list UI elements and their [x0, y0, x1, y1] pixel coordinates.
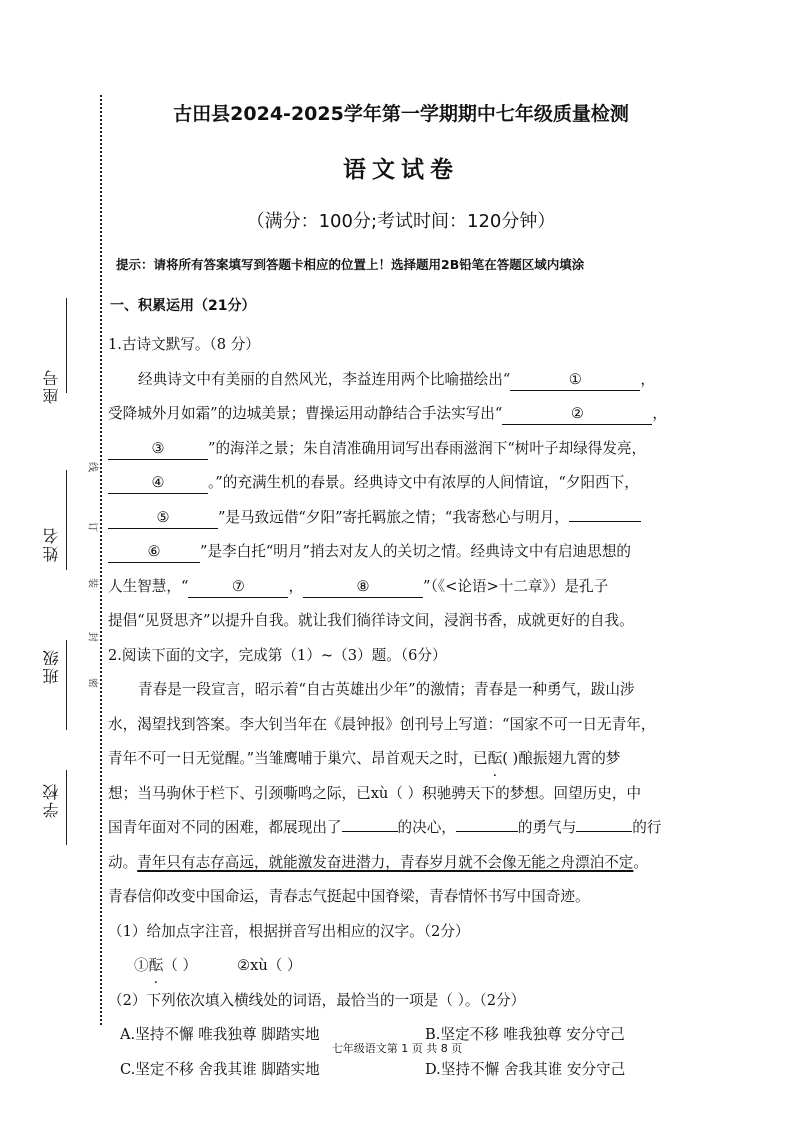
q2-text: 动。 — [108, 853, 138, 871]
blank-5[interactable]: ⑤ — [108, 508, 218, 529]
name-write-line — [66, 470, 67, 570]
seal-char-feng: 封 — [88, 629, 99, 641]
q2-sub2: （2）下列依次填入横线处的词语，最恰当的一项是（ ）。（2分） — [108, 991, 526, 1009]
q1-line-8: 提倡“见贤思齐”以提升自我。就让我们徜徉诗文间，浸润书香，成就更好的自我。 — [108, 612, 634, 629]
seat-label: 座号 — [42, 368, 61, 404]
blank-7[interactable]: ⑦ — [188, 577, 288, 598]
q1-text: 。”的充满生机的春景。经典诗文中有浓厚的人间情谊，“夕阳西下， — [208, 474, 639, 491]
blank-8[interactable]: ⑧ — [303, 577, 423, 598]
option-a[interactable]: A.坚持不懈 唯我独尊 脚踏实地 — [120, 1026, 320, 1043]
q2-para-line-5 — [108, 811, 694, 846]
blank-4[interactable]: ④ — [108, 473, 208, 494]
seal-char-xian: 线 — [88, 459, 99, 471]
option-c[interactable]: C.坚定不移 舍我其谁 脚踏实地 — [120, 1060, 320, 1078]
q2-para-line-1: 青春是一段宣言，昭示着“自古英雄出少年”的激情；青春是一种勇气，跋山涉 — [138, 681, 635, 698]
q2-sub1-answers — [108, 949, 694, 984]
word-blank-3[interactable] — [576, 831, 632, 832]
class-label: 班级 — [42, 648, 61, 684]
q2-para-line-2: 水，渴望找到答案。李大钊当年在《晨钟报》创刊号上写道：“国家不可一日无青年， — [108, 715, 656, 733]
exam-title: 古田县2024-2025学年第一学期期中七年级质量检测 — [173, 103, 629, 125]
q1-line-1 — [108, 363, 694, 398]
binding-dotted-line — [100, 95, 102, 1025]
q1-line-6 — [108, 535, 694, 570]
q2-para-line-4: 想；当马驹休于栏下、引颈嘶鸣之际，已xù（ ）积驰骋天下的梦想。回望历史，中 — [108, 784, 642, 802]
word-blank-2[interactable] — [456, 831, 518, 832]
school-label: 学校 — [42, 782, 61, 818]
q2-text: 的勇气与 — [517, 819, 577, 836]
seal-char-zhuang: 装 — [88, 575, 99, 587]
q2-para-line-6 — [108, 846, 694, 881]
q1-text: 人生智慧，“ — [108, 577, 189, 595]
word-blank-1[interactable] — [342, 831, 398, 832]
class-write-line — [66, 640, 67, 730]
q2-text: ① — [134, 957, 149, 974]
section-heading: 一、积累运用（21分） — [110, 298, 256, 314]
q2-sub1: （1）给加点字注音，根据拼音写出相应的汉字。（2分） — [108, 922, 470, 940]
q1-text: ”（《<论语>十二章》）是孔子 — [423, 577, 609, 595]
exam-subtitle: 语文试卷 — [343, 157, 459, 183]
option-b[interactable]: B.坚定不移 唯我独尊 安分守己 — [425, 1026, 625, 1043]
q1-text: ， — [288, 577, 304, 595]
seal-char-mi: 密 — [88, 675, 99, 687]
q2-stem: 2.阅读下面的文字，完成第（1）~（3）题。（6分） — [108, 646, 447, 664]
q2-text: 国青年面对不同的困难，都展现出了 — [108, 819, 342, 836]
q2-para-line-3 — [108, 742, 694, 777]
name-label: 姓名 — [42, 526, 61, 562]
q1-text: 受降城外月如霜”的边城美景；曹操运用动静结合手法实写出“ — [108, 405, 503, 422]
q2-text: 的行 — [632, 819, 662, 836]
q2-text: 的决心， — [397, 819, 456, 836]
q2-text: ( )酿振翅九霄的梦 — [502, 750, 621, 767]
q1-text: ”是马致远借“夕阳”寄托羁旅之情；“我寄愁心与明月， — [218, 508, 569, 526]
blank-6[interactable]: ⑥ — [108, 542, 200, 563]
dotted-char: 酝 — [487, 750, 503, 767]
answer-tip: 提示：请将所有答案填写到答题卡相应的位置上！选择题用2B铅笔在答题区域内填涂 — [116, 257, 585, 272]
q2-text: 。 — [633, 853, 649, 871]
blank-6-start[interactable] — [569, 521, 641, 522]
q1-line-5 — [108, 501, 694, 536]
q1-line-2 — [108, 397, 694, 432]
q1-line-3 — [108, 432, 694, 467]
q1-line-7 — [108, 570, 694, 605]
score-time-info: （满分：100分;考试时间：120分钟） — [246, 211, 556, 232]
q1-line-4 — [108, 466, 694, 501]
option-d[interactable]: D.坚持不懈 舍我其谁 安分守己 — [425, 1060, 626, 1078]
question-body — [108, 328, 694, 1087]
q1-text: ， — [640, 370, 655, 388]
seal-char-ding: 订 — [88, 519, 99, 531]
blank-3[interactable]: ③ — [108, 439, 208, 460]
q1-stem: 1.古诗文默写。（8 分） — [108, 336, 260, 353]
underlined-sentence: 青年只有志存高远，就能激发奋进潜力，青春岁月就不会像无能之舟漂泊不定 — [137, 853, 634, 871]
dotted-char: 酝 — [148, 957, 164, 974]
blank-1[interactable]: ① — [510, 370, 640, 391]
q1-text: ”是李白托“明月”捎去对友人的关切之情。经典诗文中有启迪思想的 — [200, 543, 632, 560]
seat-write-line — [66, 298, 67, 393]
options-row-2 — [108, 1053, 694, 1088]
q1-text: ”的海洋之景；朱自清准确用词写出春雨滋润下“树叶子却绿得发亮， — [208, 439, 647, 457]
answer-slot-a[interactable]: （ ） — [163, 957, 198, 974]
blank-2[interactable]: ② — [502, 404, 652, 425]
q1-text: 经典诗文中有美丽的自然风光，李益连用两个比喻描绘出“ — [138, 370, 511, 388]
q2-text: 青年不可一日无觉醒。”当雏鹰哺于巢穴、昂首观天之时，已 — [108, 750, 488, 767]
page-footer: 七年级语文第 1 页 共 8 页 — [331, 1042, 463, 1055]
school-write-line — [66, 770, 67, 845]
q1-text: ， — [652, 405, 667, 422]
answer-slot-b[interactable]: ②xù（ ） — [237, 957, 302, 974]
q2-para-line-7: 青春信仰改变中国命运，青春志气挺起中国脊梁，青春情怀书写中国奇迹。 — [108, 888, 590, 905]
